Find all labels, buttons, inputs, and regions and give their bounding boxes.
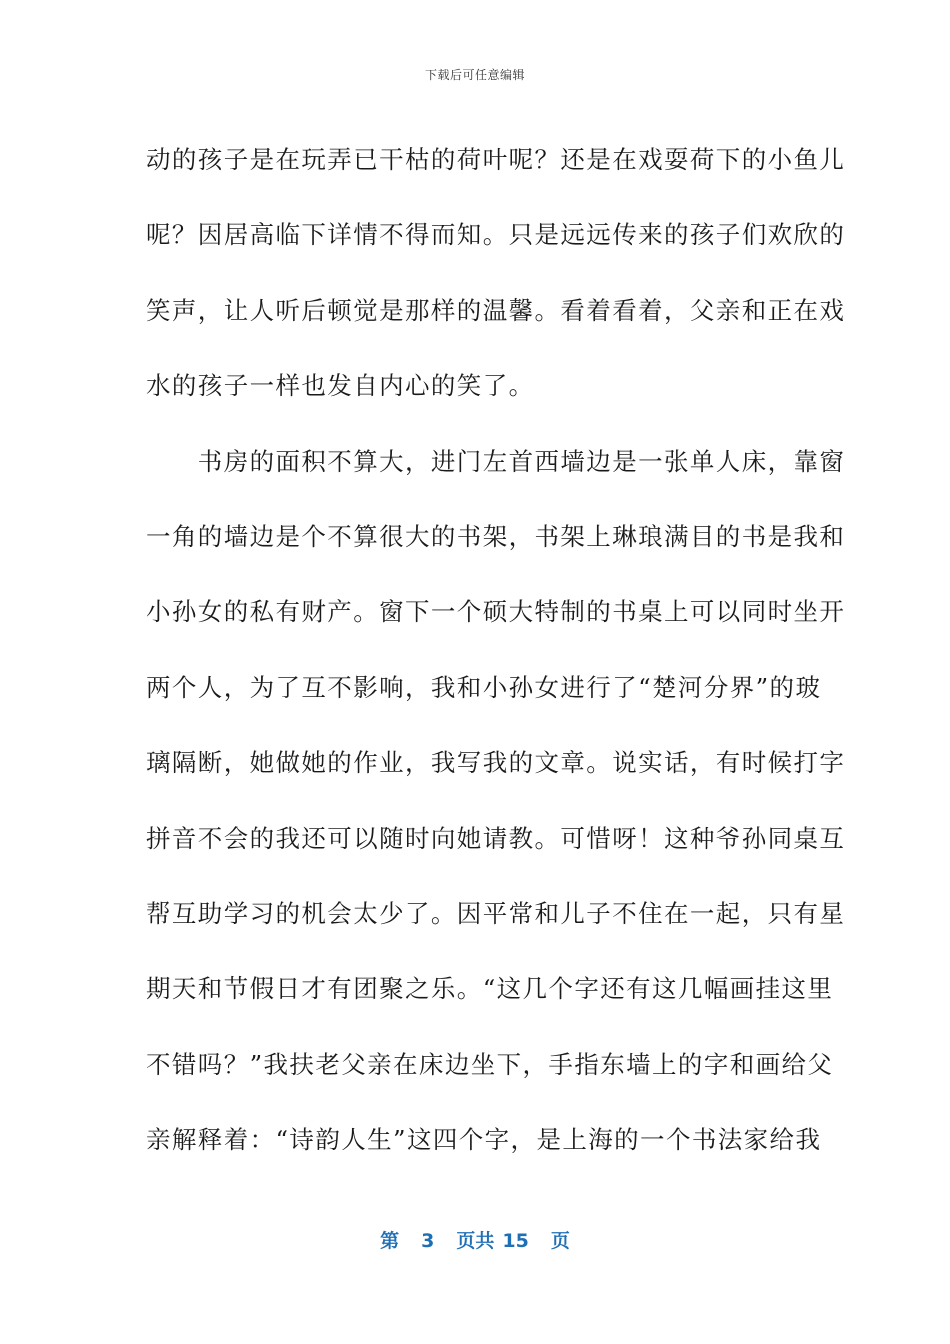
paragraph-2 (146, 424, 846, 1178)
text-line: 两个人，为了互不影响，我和小孙女进行了“楚河分界”的玻 (146, 672, 822, 702)
text-line: 呢？因居高临下详情不得而知。只是远远传来的孩子们欢欣的 (146, 220, 846, 250)
page-footer-middle: 页共 (456, 1230, 495, 1252)
page-number-total: 15 (502, 1230, 529, 1252)
text-line: 笑声，让人听后顿觉是那样的温馨。看着看着，父亲和正在戏 (146, 295, 846, 325)
page-footer-suffix: 页 (550, 1230, 570, 1252)
page-number-current: 3 (421, 1230, 435, 1252)
text-line: 小孙女的私有财产。窗下一个硕大特制的书桌上可以同时坐开 (146, 597, 846, 627)
text-line: 不错吗？”我扶老父亲在床边坐下，手指东墙上的字和画给父 (146, 1049, 834, 1079)
page-footer-prefix: 第 (380, 1230, 400, 1252)
text-line: 璃隔断，她做她的作业，我写我的文章。说实话，有时候打字 (146, 748, 846, 778)
text-line: 一角的墙边是个不算很大的书架，书架上琳琅满目的书是我和 (146, 522, 846, 552)
text-line: 亲解释着：“诗韵人生”这四个字，是上海的一个书法家给我 (146, 1125, 822, 1155)
page-footer (0, 1226, 950, 1253)
text-line: 书房的面积不算大，进门左首西墙边是一张单人床，靠窗 (146, 446, 846, 476)
text-line: 拼音不会的我还可以随时向她请教。可惜呀！这种爷孙同桌互 (146, 823, 846, 853)
text-line: 帮互助学习的机会太少了。因平常和儿子不住在一起，只有星 (146, 899, 846, 929)
page-header: 下载后可任意编辑 (424, 68, 525, 82)
text-line: 动的孩子是在玩弄已干枯的荷叶呢？还是在戏耍荷下的小鱼儿 (146, 145, 846, 174)
text-line: 水的孩子一样也发自内心的笑了。 (146, 371, 535, 401)
paragraph-1 (146, 122, 846, 424)
text-line: 期天和节假日才有团聚之乐。“这几个字还有这几幅画挂这里 (146, 974, 834, 1004)
document-body (146, 122, 846, 1178)
